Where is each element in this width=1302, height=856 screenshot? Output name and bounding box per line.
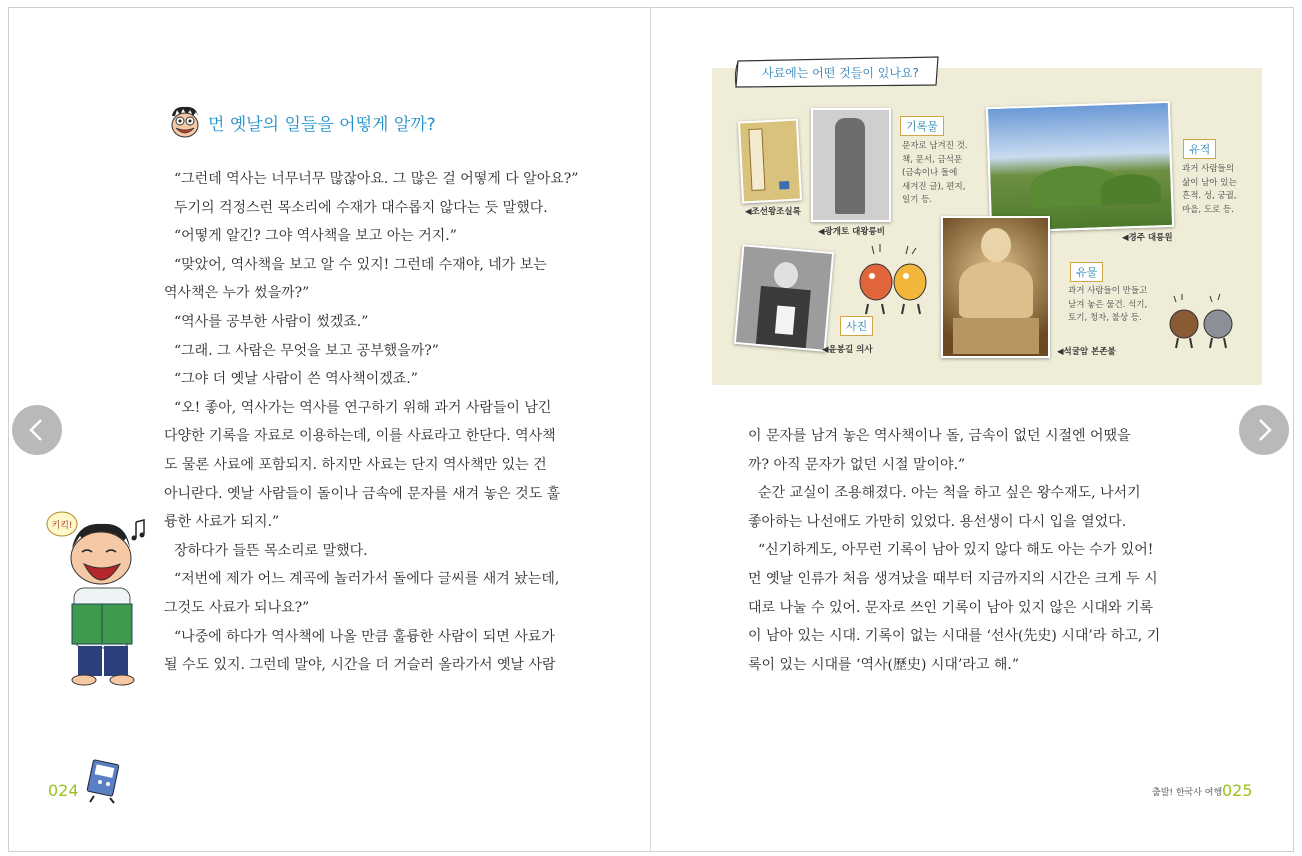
text-line: “오! 좋아, 역사가는 역사를 연구하기 위해 과거 사람들이 남긴 [174, 399, 552, 416]
text-line: 이 문자를 남겨 놓은 역사책이나 돌, 금속이 없던 시절엔 어땠을 [748, 428, 1131, 444]
running-head: 출발! 한국사 여행 [1152, 788, 1223, 798]
caption-sillok: ◀조선왕조실록 [745, 207, 801, 217]
text-line: 좋아하는 나선애도 가만히 있었다. 용선생이 다시 입을 열었다. [748, 513, 1127, 530]
text-line: “그래. 그 사람은 무엇을 보고 공부했을까?” [174, 342, 439, 359]
text-line: “맞았어, 역사책을 보고 알 수 있지! 그런데 수재야, 네가 보는 [174, 256, 547, 273]
caption-stele: ◀광개토 대왕릉비 [818, 227, 885, 237]
text-line: 먼 옛날 인류가 처음 생겨났을 때부터 지금까지의 시간은 크게 두 시 [748, 570, 1158, 587]
text-line: “나중에 하다가 역사책에 나올 만큼 훌륭한 사람이 되면 사료가 [174, 628, 555, 645]
text-line: 될 수도 있지. 그런데 말야, 시간을 더 거슬러 올라가서 옛날 사람 [164, 657, 556, 674]
previous-page-button[interactable] [12, 405, 62, 455]
text-line: “어떻게 알긴? 그야 역사책을 보고 아는 거지.” [174, 228, 457, 245]
section-heading [168, 102, 436, 142]
puppies-illustration [1164, 292, 1240, 352]
text-line: 륭한 사료가 되지.” [164, 514, 280, 531]
teacher-face-icon [168, 104, 202, 140]
photo-tombs [986, 101, 1174, 233]
text-line: 아니란다. 옛날 사람들이 돌이나 금속에 문자를 새겨 놓은 것도 훌 [164, 485, 561, 502]
page-number-right: 025 [1222, 781, 1253, 800]
text-line: “그런데 역사는 너무너무 많잖아요. 그 많은 걸 어떻게 다 알아요?” [174, 171, 579, 187]
chevron-right-icon [1251, 417, 1277, 443]
text-line: 이 남아 있는 시대. 기록이 없는 시대를 ‘선사(先史) 시대’라 하고, 기 [748, 628, 1161, 645]
text-line: 대로 나눌 수 있어. 문자로 쓰인 기록이 남아 있지 않은 시대와 기록 [748, 599, 1154, 616]
text-line: “역사를 공부한 사람이 썼겠죠.” [174, 313, 369, 330]
tag-photo: 사진 [840, 316, 873, 336]
tag-artifacts: 유물 [1070, 262, 1103, 282]
text-line: 역사책은 누가 썼을까?” [164, 285, 310, 302]
text-line: “신기하게도, 아무런 기록이 남아 있지 않다 해도 아는 수가 있어! [758, 542, 1154, 559]
page-gutter [650, 7, 651, 852]
caption-portrait: ◀윤봉길 의사 [822, 345, 873, 355]
book-mascot-icon [82, 758, 126, 804]
text-line: 록이 있는 시대를 ‘역사(歷史) 시대’라고 해.” [748, 656, 1020, 673]
text-line: 그것도 사료가 되나요?” [164, 599, 310, 616]
section-title: 먼 옛날의 일들을 어떻게 알까? [208, 114, 436, 135]
caption-tombs: ◀경주 대릉원 [1122, 233, 1173, 243]
desc-records: 문자로 남겨진 것. 책, 문서, 금석문 (금속이나 돌에 새겨진 글), 편지, 일기 등. [902, 141, 968, 205]
tag-records: 기록물 [900, 116, 944, 136]
left-body-text [164, 165, 579, 680]
desc-artifacts: 과거 사람들이 만들고 남겨 놓은 물건. 석기, 토기, 청자, 불상 등. [1068, 286, 1148, 323]
text-line: 까? 아직 문자가 없던 시절 말이야.” [748, 456, 966, 473]
chevron-left-icon [24, 417, 50, 443]
text-line: 두기의 걱정스런 목소리에 수재가 대수롭지 않다는 듯 말했다. [174, 199, 548, 216]
text-line: 도 물론 사료에 포함되지. 하지만 사료는 단지 역사책만 있는 건 [164, 456, 547, 473]
photo-stele [811, 108, 891, 222]
photo-portrait [734, 244, 834, 352]
photo-sillok [738, 118, 802, 203]
page-number-left: 024 [48, 781, 79, 800]
text-line: 장하다가 들뜬 목소리로 말했다. [174, 542, 368, 559]
exclaim-text: 키킥! [51, 521, 73, 531]
dogs-illustration [850, 242, 936, 316]
next-page-button[interactable] [1239, 405, 1289, 455]
right-body-text [748, 422, 1161, 679]
tag-remains: 유적 [1183, 139, 1216, 159]
desc-remains: 과거 사람들의 삶이 남아 있는 흔적. 성, 궁궐, 마을, 도로 등. [1182, 164, 1237, 215]
text-line: 다양한 기록을 자료로 이용하는데, 이를 사료라고 한단다. 역사책 [164, 428, 556, 445]
photo-buddha [941, 216, 1050, 358]
panel-title: 사료에는 어떤 것들이 있나요? [762, 66, 919, 80]
caption-buddha: ◀석굴암 본존불 [1057, 347, 1116, 357]
laughing-boy-illustration [44, 508, 152, 688]
text-line: 순간 교실이 조용해졌다. 아는 척을 하고 싶은 왕수재도, 나서기 [758, 485, 1141, 502]
text-line: “그야 더 옛날 사람이 쓴 역사책이겠죠.” [174, 371, 418, 388]
text-line: “저번에 제가 어느 계곡에 놀러가서 돌에다 글씨를 새겨 놨는데, [174, 571, 560, 588]
